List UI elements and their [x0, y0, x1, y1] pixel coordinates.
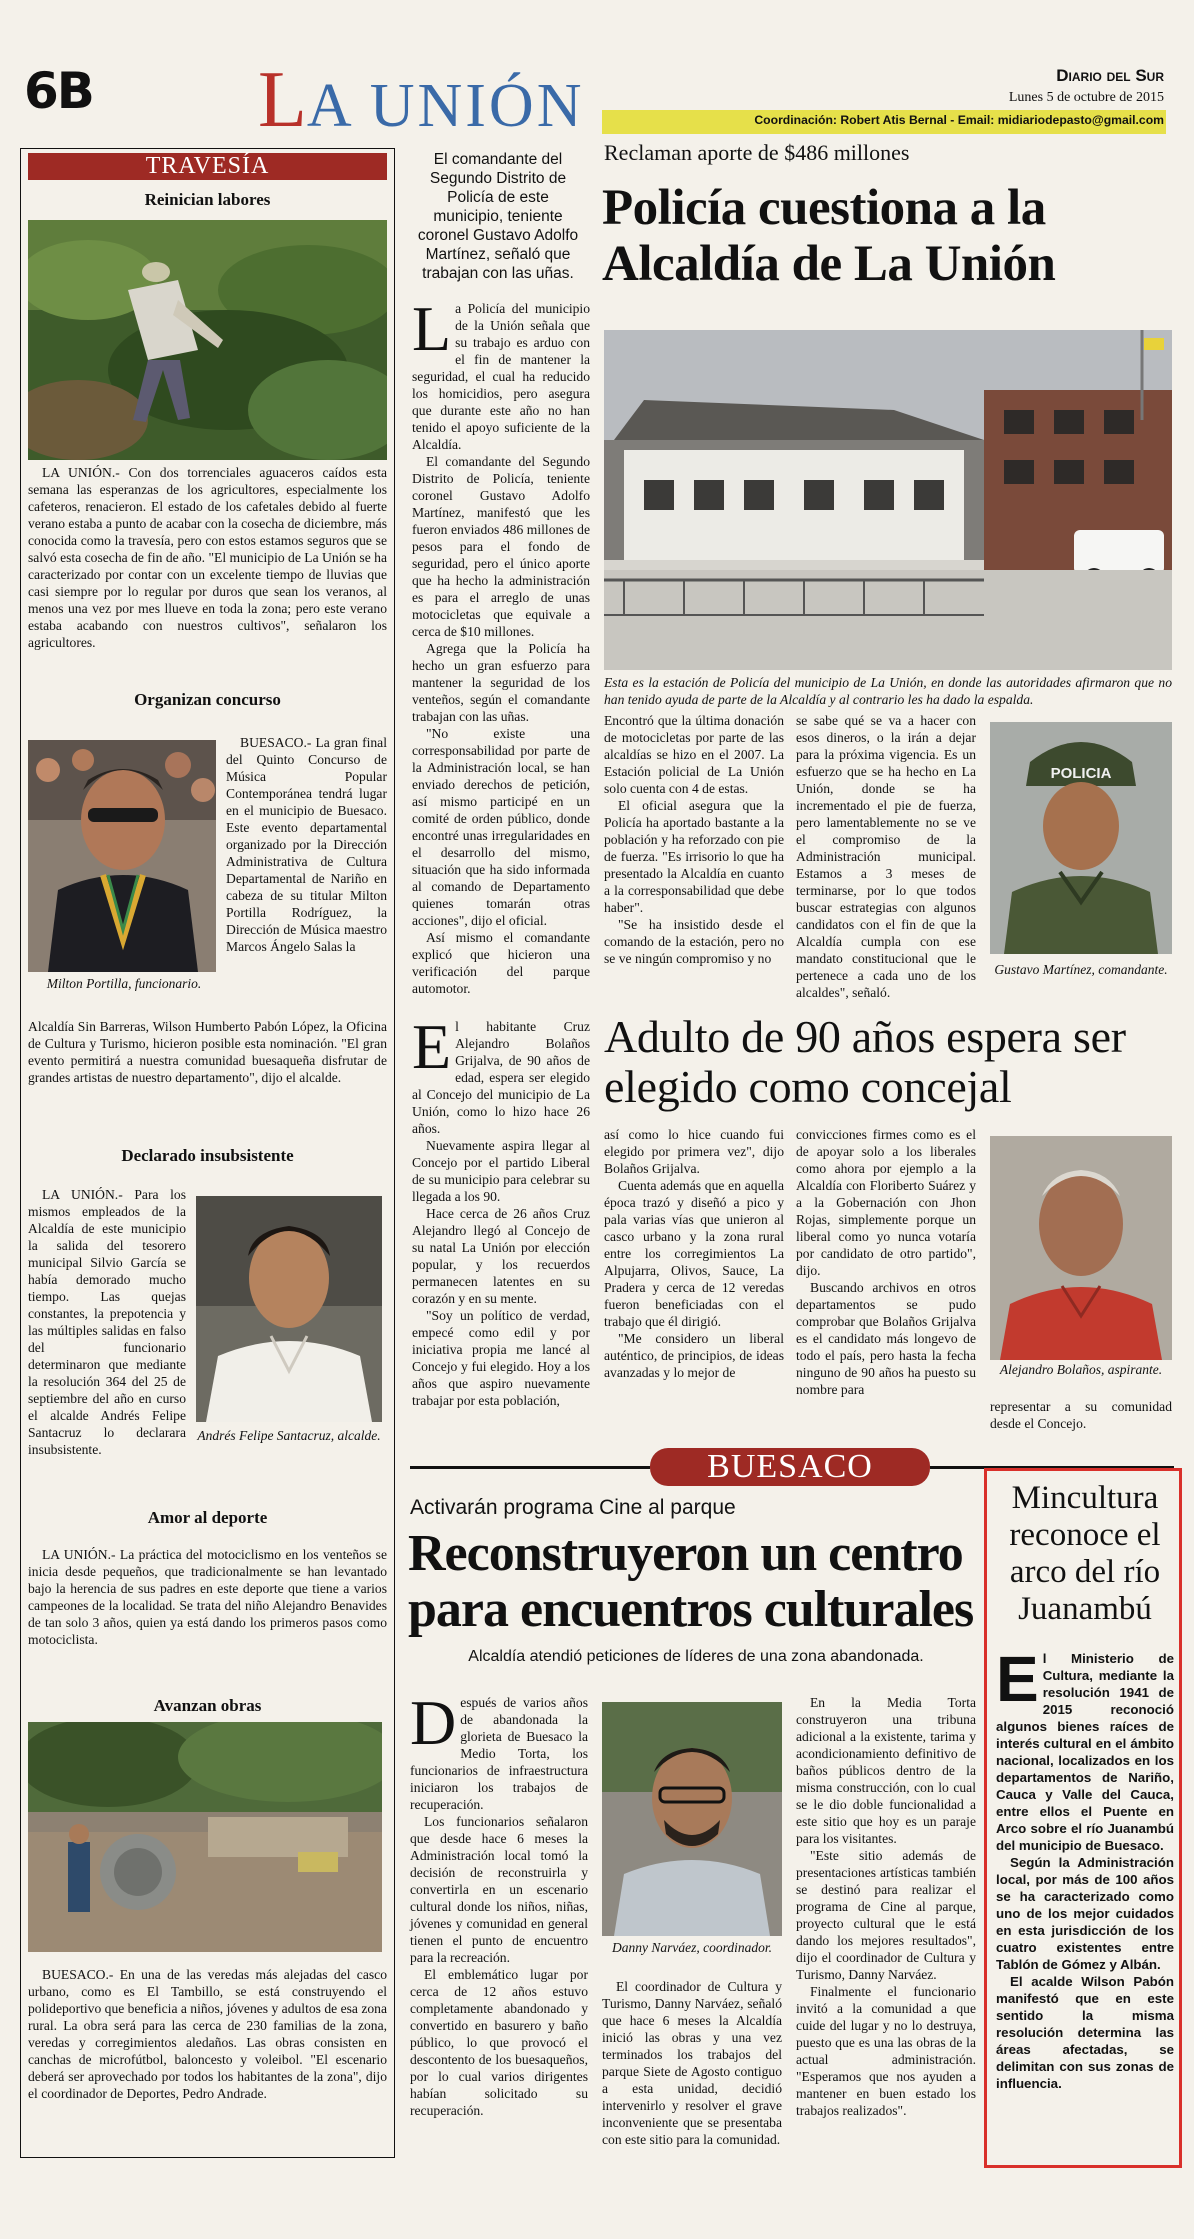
police-station-photo: [604, 330, 1172, 670]
adulto-col3-p0: convicciones firmes como es el de apoyar solo a los liberales como ahora por ejemplo a la Alcaldía con Floriberto Suárez y a la Gobernación con Jhon Rojas, simplemente porque un liberal como yo nunca votaría por candidato de otro partido", dijo.: [796, 1127, 976, 1278]
buesaco-banner: BUESACO: [650, 1448, 930, 1486]
policia-col3-p0: se sabe qué se va a hacer con esos dineros, o la irán a dejar para la próxima vigencia. Es un esfuerzo que se ha hecho en La Unión, donde se ha incrementado el pie de fuerza, pero lamentablemente no se ve el compromiso de la Administración municipal. Estamos a 3 meses de terminarse, por lo que todos buscar estrategias con algunos candidatos con el fin de que la Alcaldía cumpla con ese mandato constitucional que le pertenece a cada uno de los alcaldes", señaló.: [796, 713, 976, 1000]
page-number: 6B: [24, 62, 93, 120]
insubsistente-title: Declarado insubsistente: [121, 1146, 294, 1165]
policia-kicker: Reclaman aporte de $486 millones: [604, 140, 910, 165]
milton-caption: Milton Portilla, funcionario.: [46, 976, 202, 991]
construction-photo: [28, 1722, 382, 1952]
buesaco-headline: Reconstruyeron un centro para encuentros culturales: [408, 1525, 974, 1638]
policia-col2-p1: El oficial asegura que la Policía ha aportado bastante a la población y ha reforzado con pie de fuerza. "Es irrisorio lo que ha presentado la Alcaldía en cuanto a la corresponsabilidad que debe haber".: [604, 798, 784, 915]
alejandro-bolanos-photo: [990, 1136, 1172, 1360]
concurso-text-right: BUESACO.- La gran final del Quinto Concurso de Música Popular Contemporánea tendrá lugar en el municipio de Buesaco. Este evento departamental organizado por la Dirección Administrativa de Cultura Departamental de Nariño en cabeza de su titular Milton Portilla Rodríguez, la Dirección de Música maestro Marcos Ángelo Salas la: [226, 735, 387, 954]
andres-caption: Andrés Felipe Santacruz, alcalde.: [197, 1428, 381, 1443]
mincultura-p0: El Ministerio de Cultura, mediante la resolución 1941 de 2015 reconoció algunos bienes raíces de interés cultural en el ámbito nacional, localizados en los departamentos de Nariño, Cauca y Valle del Cauca, entre ellos el Puente en Arco sobre el río Juanambú del municipio de Buesaco.: [996, 1643, 1174, 1853]
buesaco-col3-p2: Finalmente el funcionario invitó a la comunidad a que cuide del lugar y no lo destruya, puesto que es una las obras de la actual administración. "Esperamos que nos ayuden a mantener en buen estado los trabajos realizados".: [796, 1984, 976, 2118]
section-title-initial: L: [258, 56, 307, 144]
travesia-banner: TRAVESÍA: [28, 153, 387, 180]
section-title-rest: A UNIÓN: [306, 72, 585, 140]
policia-col1-p2: Agrega que la Policía ha hecho un gran esfuerzo para mantener la seguridad de los venteños, según el comandante trabajan con las uñas.: [412, 641, 590, 724]
adulto-headline: Adulto de 90 años espera ser elegido como concejal: [604, 1011, 1126, 1112]
adulto-col3-p1: Buscando archivos en otros departamentos se pudo comprobar que Bolaños Grijalva es el candidato más longevo de todo el país, pero hasta la fecha ninguno de 90 años ha puesto su nombre para: [796, 1280, 976, 1397]
policia-col2-p0: Encontró que la última donación de motocicletas por parte de las alcaldías se hizo en el 2007. La Estación policial de La Unión solo cuenta con 4 de estas.: [604, 713, 784, 796]
gustavo-martinez-photo: [990, 722, 1172, 954]
adulto-col2-p2: "Me considero un liberal auténtico, de principios, de ideas avanzadas y lo mejor de: [604, 1331, 784, 1380]
buesaco-subhead: Alcaldía atendió peticiones de líderes de una zona abandonada.: [468, 1648, 924, 1665]
adulto-col1-p3: "Soy un político de verdad, empecé como edil y por iniciativa propia me lancé al Concejo y fui elegido. Hoy a los años que aspiro nuevamente trabajar por esta población,: [412, 1308, 590, 1408]
concurso-title: Organizan concurso: [134, 690, 281, 709]
coffee-farmer-photo: [28, 220, 387, 460]
policia-col1-p3: "No existe una corresponsabilidad por parte de la Administración local, se han enviado derechos de petición, así mismo participé en un comité de orden público, donde encontré unas irregularidades en el desarrollo del mismo, situación que ha sido informada al comando de Departamento quienes tomarán otras acciones", dijo el oficial.: [412, 726, 590, 928]
police-cap-badge: POLICIA: [1050, 765, 1112, 782]
buesaco-rule-left: [410, 1466, 650, 1469]
policia-col1: [412, 293, 590, 997]
deporte-title: Amor al deporte: [147, 1508, 268, 1527]
buesaco-col1-p0: Después de varios años de abandonada la glorieta de Buesaco la Medio Torta, los funcionarios de infraestructura iniciaron los trabajos de recuperación.: [410, 1687, 588, 1812]
adulto-col1-p0: El habitante Cruz Alejandro Bolaños Grijalva, de 90 años de edad, espera ser elegido al Concejo del municipio de La Unión, como lo hizo hace 26 años.: [412, 1011, 590, 1136]
coordination-text: Coordinación: Robert Atis Bernal - Email: midiariodepasto@gmail.com: [754, 113, 1164, 127]
policia-col2-p2: "Se ha insistido desde el comando de la estación, pero no se ve ningún compromiso y no: [604, 917, 784, 966]
obras-text: BUESACO.- En una de las veredas más alejadas del casco urbano, como es El Tambillo, se está construyendo el polideportivo que beneficia a niños, jóvenes y adultos de esa zona rural. La obra será para las cerca de 230 familias de la zona, veredas y corregimientos aledaños. Las obras consisten en canchas de microfútbol, baloncesto y voleibol. "El escenario deberá ser aprovechado por todos los habitantes de la zona", dijo el coordinador de Deportes, Pedro Andrade.: [28, 1967, 387, 2101]
buesaco-kicker: Activarán programa Cine al parque: [410, 1496, 736, 1519]
policia-col1-p1: El comandante del Segundo Distrito de Policía, teniente coronel Gustavo Adolfo Martínez, manifestó que les fueron enviados 486 millones de pesos para el fondo de seguridad, pero el único aporte que ha hecho la administración es para el arreglo de unas motocicletas que equivale a cerca de $10 millones.: [412, 454, 590, 639]
mincultura-headline: Mincultura reconoce el arco del río Juanambú: [1009, 1480, 1161, 1627]
adulto-col2: [604, 1126, 784, 1381]
adulto-col2-p1: Cuenta además que en aquella época trazó y diseñó a pico y pala varias vías que unieron al casco urbano y la zona rural entre los corregimientos La Alpujarra, Olivos, Sauce, La Pradera y cerca de 12 veredas fueron beneficiadas con el trabajo que él dirigió.: [604, 1178, 784, 1329]
buesaco-col1-p2: El emblemático lugar por cerca de 12 años estuvo completamente abandonado y convertido en basurero y baño público, lo que provocó el descontento de los buesaqueños, por lo cual varios dirigentes habían solicitado su recuperación.: [410, 1967, 588, 2118]
policia-col2: [604, 712, 784, 967]
mincultura-body: [996, 1643, 1174, 2092]
deporte-text: LA UNIÓN.- La práctica del motociclismo en los venteños se inicia desde pequeños, que tradicionalmente se han levantado bajo la herencia de sus padres en este deporte que tiene a varios campeones de la localidad. Se trata del niño Alejandro Benavides de tan solo 3 años, quien ya está dando los primeros pasos como motociclista.: [28, 1547, 387, 1647]
adulto-col2-p0: así como lo hice cuando fui elegido por primera vez", dijo Bolaños Grijalva.: [604, 1127, 784, 1176]
buesaco-col3-p0: En la Media Torta construyeron una tribuna adicional a la existente, tarima y acondicionamiento definitivo de baños públicos dentro de la misma construcción, con lo cual se le dio doble funcionalidad a este sitio que hoy es un paraje para los visitantes.: [796, 1695, 976, 1846]
milton-portilla-photo: [28, 740, 216, 972]
andres-santacruz-photo: [196, 1196, 382, 1422]
adulto-col4-tail: representar a su comunidad desde el Concejo.: [990, 1399, 1172, 1431]
reinician-title: Reinician labores: [144, 190, 271, 209]
issue-date: Lunes 5 de octubre de 2015: [1008, 90, 1164, 105]
alejandro-caption: Alejandro Bolaños, aspirante.: [999, 1362, 1163, 1377]
buesaco-col3-p1: "Este sitio además de presentaciones artísticas también se destinó para realizar el programa de Cine al parque, proyecto cultural que le está dando los mejores resultados", dijo el coordinador de Cultura y Turismo, Danny Narváez.: [796, 1848, 976, 1982]
mincultura-p2: El acalde Wilson Pabón manifestó que en este sentido la misma resolución determina las áreas afectadas, se delimitan con sus zonas de influencia.: [996, 1974, 1174, 2091]
policia-sidebar: El comandante del Segundo Distrito de Policía de este municipio, teniente coronel Gustavo Adolfo Martínez, señaló que trabajan con las uñas.: [417, 151, 579, 282]
paper-name: Diario del Sur: [1056, 66, 1164, 85]
danny-caption: Danny Narváez, coordinador.: [612, 1940, 772, 1955]
buesaco-col1: [410, 1687, 588, 2119]
insubsistente-text: LA UNIÓN.- Para los mismos empleados de la Alcaldía de este municipio la salida del tesorero municipal Silvio García se había demorado mucho tiempo. Las quejas constantes, la prepotencia y las múltiples salidas en falso del funcionario determinaron que mediante la resolución 364 del 25 de septiembre del año en curso el alcalde Andrés Felipe Santacruz lo declarara insubsistente.: [28, 1187, 186, 1457]
gustavo-caption: Gustavo Martínez, comandante.: [994, 962, 1168, 977]
policia-col3: [796, 712, 976, 1001]
concurso-text-full: Alcaldía Sin Barreras, Wilson Humberto Pabón López, la Oficina de Cultura y Turismo, hicieron posible esta nominación. "El gran evento permitirá a nuestra comunidad buesaqueña disfrutar de grandes artistas de nuestro departamento", dijo el alcalde.: [28, 1019, 387, 1085]
obras-title: Avanzan obras: [153, 1696, 262, 1715]
policia-col1-p4: Así mismo el comandante explicó que hicieron una verificación del parque automotor.: [412, 930, 590, 996]
buesaco-col2-tail: El coordinador de Cultura y Turismo, Danny Narváez, señaló que hace 6 meses la Alcaldía inició las obras y una vez terminados los trabajos del parque Siete de Agosto contiguo a esta unidad, decidió intervenirlo y resolver el grave inconveniente que se presentaba con este sitio para la comunidad.: [602, 1979, 782, 2147]
adulto-col1-p2: Hace cerca de 26 años Cruz Alejandro llegó al Concejo de su natal La Unión por elección popular, y los recuerdos permanecen latentes en su corazón y en su mente.: [412, 1206, 590, 1306]
adulto-col1: [412, 1011, 590, 1409]
adulto-col3: [796, 1126, 976, 1398]
policia-headline: Policía cuestiona a la Alcaldía de La Unión: [602, 180, 1056, 292]
buesaco-col3: [796, 1694, 976, 2119]
danny-narvaez-photo: [602, 1702, 782, 1936]
police-photo-caption: Esta es la estación de Policía del municipio de La Unión, en donde las autoridades afirmaron que no han tenido ayuda de parte de la Alcaldía y al contrario les ha dado la espalda.: [604, 675, 1172, 707]
buesaco-col1-p1: Los funcionarios señalaron que desde hace 6 meses la Administración local tomó la decisión de reconstruirla y convertirla en un escenario cultural donde los niños, niñas, jóvenes y comunidad en general tienen el punto de encuentro para la recreación.: [410, 1814, 588, 1965]
reinician-text: LA UNIÓN.- Con dos torrenciales aguaceros caídos esta semana las esperanzas de los agricultores, especialmente los cafeteros, renacieron. El estado de los cafetales debido al fuerte verano estaba a punto de acabar con la cosecha de diciembre, más conocida como la travesía, pero con estos estamos seguros que se salvó esta cosecha de fin de año. "El municipio de La Unión se ha caracterizado por contar con un excelente tiempo de lluvias que casi siempre por lo regular por duros que sean los veranos, al menos una vez por mes llueve en toda la zona; pero este verano estaba acabando con nuestros cultivos", señalaron los agricultores.: [28, 465, 387, 650]
policia-col1-p0: La Policía del municipio de la Unión señala que su trabajo es arduo con el fin de mantener la seguridad, el cual ha reducido los homicidios, pero asegura que durante este año no han tenido el apoyo suficiente de la Alcaldía.: [412, 293, 590, 452]
adulto-col1-p1: Nuevamente aspira llegar al Concejo por el partido Liberal de su municipio para celebrar su llegada a los 90.: [412, 1138, 590, 1204]
mincultura-p1: Según la Administración local, por más de 100 años se ha caracterizado como uno de los mejor cuidados en esta jurisdicción de los cuatro existentes entre Tablón de Gómez y Albán.: [996, 1855, 1174, 1972]
section-title: [258, 56, 585, 144]
